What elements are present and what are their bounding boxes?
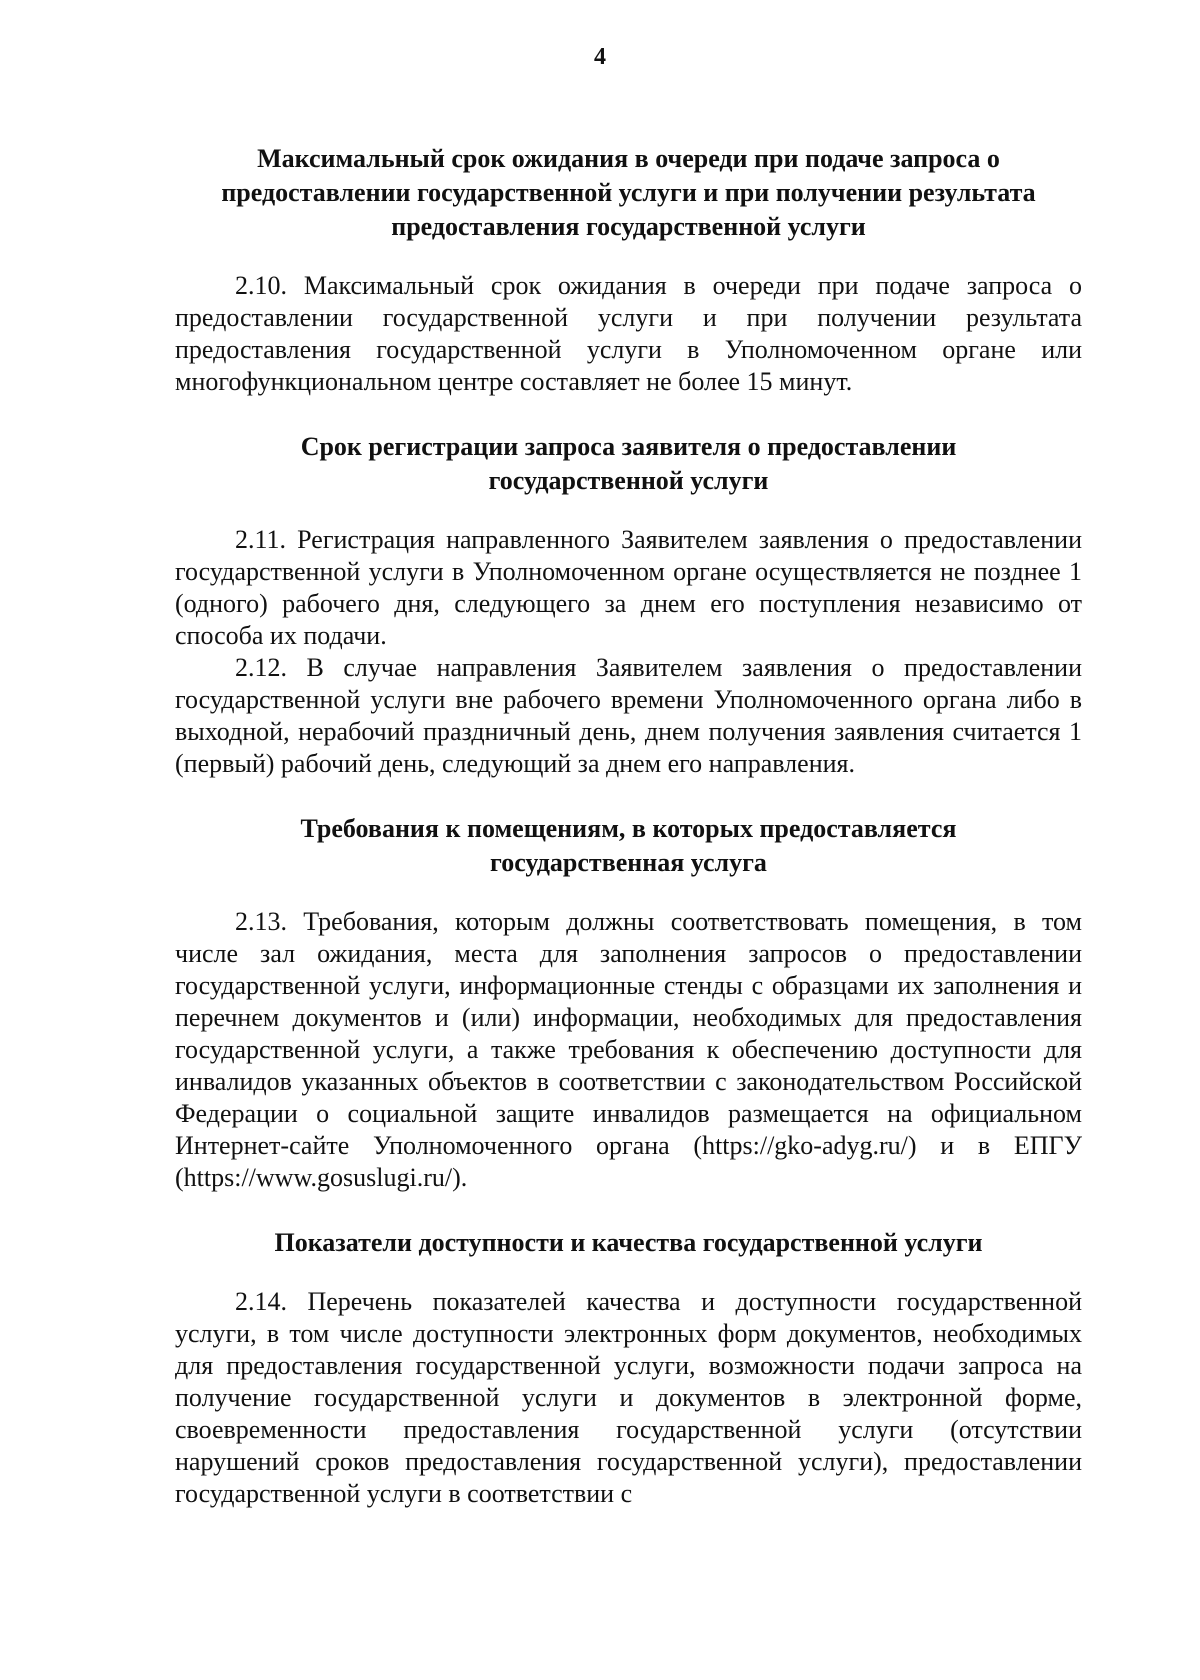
section-heading [175, 1226, 1082, 1260]
paragraph-2-13: 2.13. Требования, которым должны соответствовать помещения, в том числе зал ожидания, места для заполнения запросов о предоставлении государственной услуги, информационные стенды с образцами их заполнения и перечнем документов и (или) информации, необходимых для предоставления государственной услуги, а также требования к обеспечению доступности для инвалидов указанных объектов в соответствии с законодательством Российской Федерации о социальной защите инвалидов размещается на официальном Интернет-сайте Уполномоченного органа (https://gko-adyg.ru/) и в ЕПГУ (https://www.gosuslugi.ru/). [175, 907, 1082, 1192]
heading-line: государственная услуга [490, 848, 767, 877]
paragraph-2-12: 2.12. В случае направления Заявителем заявления о предоставлении государственной услуги вне рабочего времени Уполномоченного органа либо в выходной, нерабочий праздничный день, днем получения заявления считается 1 (первый) рабочий день, следующий за днем его направления. [175, 653, 1082, 778]
page-number: 4 [594, 44, 606, 70]
heading-line: предоставлении государственной услуги и при получении результата [221, 178, 1036, 207]
section-heading [175, 812, 1082, 880]
heading-line: Требования к помещениям, в которых предоставляется [300, 814, 957, 843]
heading-line: государственной услуги [488, 466, 769, 495]
paragraph-2-10: 2.10. Максимальный срок ожидания в очереди при подаче запроса о предоставлении государственной услуги и при получении результата предоставления государственной услуги в Уполномоченном органе или многофункциональном центре составляет не более 15 минут. [175, 271, 1082, 396]
section-heading [175, 142, 1082, 244]
heading-line: предоставления государственной услуги [391, 212, 866, 241]
heading-line: Показатели доступности и качества государственной услуги [274, 1228, 983, 1257]
paragraph-2-11: 2.11. Регистрация направленного Заявителем заявления о предоставлении государственной услуги в Уполномоченном органе осуществляется не позднее 1 (одного) рабочего дня, следующего за днем его поступления независимо от способа их подачи. [175, 525, 1082, 650]
section-premises-requirements [175, 812, 1082, 1194]
paragraph-2-14: 2.14. Перечень показателей качества и доступности государственной услуги, в том числе доступности электронных форм документов, необходимых для предоставления государственной услуги, возможности подачи запроса на получение государственной услуги и документов в электронной форме, своевременности предоставления государственной услуги (отсутствии нарушений сроков предоставления государственной услуги), предоставлении государственной услуги в соответствии с [175, 1287, 1082, 1508]
heading-line: Максимальный срок ожидания в очереди при подаче запроса о [257, 144, 1000, 173]
heading-line: Срок регистрации запроса заявителя о предоставлении [300, 432, 957, 461]
document-body [175, 142, 1082, 1510]
section-max-wait-time [175, 142, 1082, 398]
section-registration-term [175, 430, 1082, 780]
section-heading [175, 430, 1082, 498]
section-quality-indicators [175, 1226, 1082, 1510]
